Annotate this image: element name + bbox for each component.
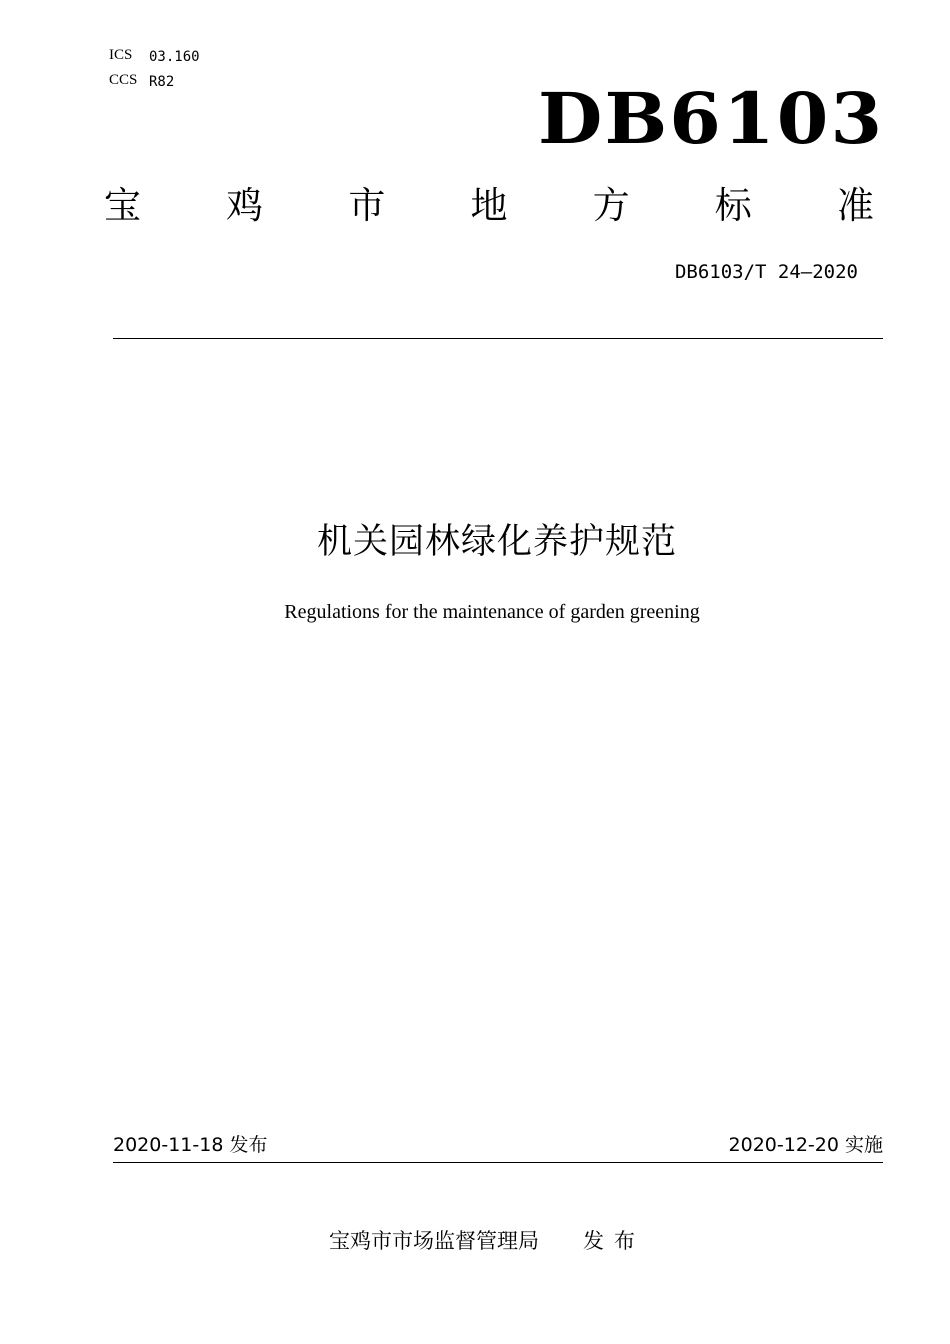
standard-type-char: 方 <box>592 184 630 227</box>
implementation-date: 2020-12-20 实施 <box>728 1134 883 1156</box>
ics-label: ICS <box>109 47 133 63</box>
standard-type-char: 地 <box>470 184 508 227</box>
standard-type-char: 宝 <box>104 184 141 227</box>
standard-type-char: 鸡 <box>226 184 264 227</box>
standard-logo: DB6103 <box>538 77 885 160</box>
issue-date: 2020-11-18 发布 <box>113 1134 268 1156</box>
document-title-english: Regulations for the maintenance of garden greening <box>284 601 700 623</box>
standard-type-char: 市 <box>348 184 386 227</box>
ccs-label: CCS <box>109 72 138 88</box>
publisher-line <box>0 1228 950 1254</box>
standard-type-heading <box>104 184 874 228</box>
header-divider <box>113 338 883 339</box>
ccs-value: R82 <box>149 74 175 90</box>
ics-value: 03.160 <box>149 49 200 65</box>
publisher-action: 发布 <box>583 1229 645 1253</box>
footer-divider <box>113 1162 883 1163</box>
standard-type-char: 标 <box>714 184 752 227</box>
standard-type-char: 准 <box>836 184 874 227</box>
document-title-chinese: 机关园林绿化养护规范 <box>316 522 677 562</box>
publisher-organization: 宝鸡市市场监督管理局 <box>329 1229 539 1253</box>
standard-number: DB6103/T 24—2020 <box>674 261 858 283</box>
